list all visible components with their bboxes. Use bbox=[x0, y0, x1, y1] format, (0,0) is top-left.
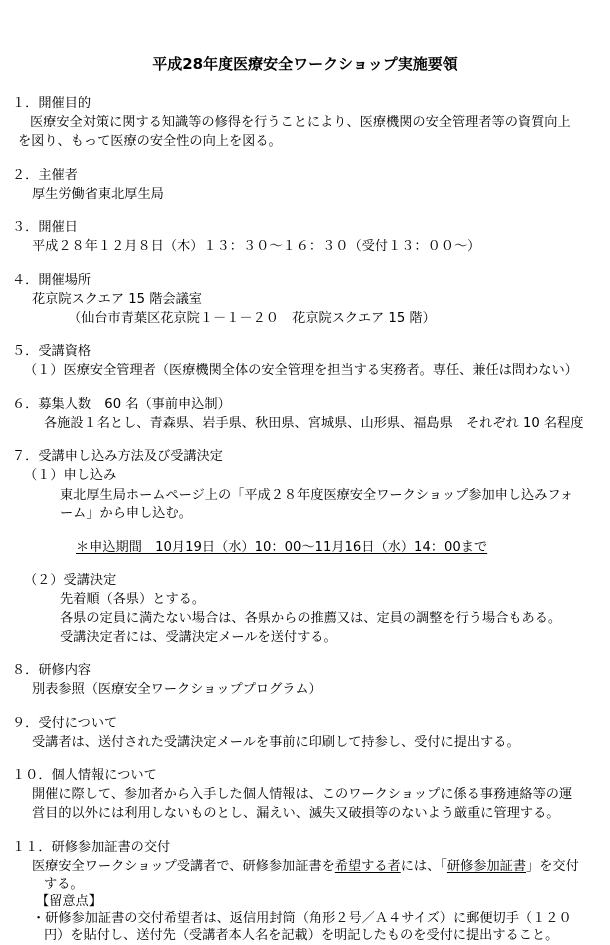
section-5-heading: ５．受講資格 bbox=[12, 344, 92, 359]
section-7-1-body-line-2: ーム」から申し込む。 bbox=[60, 506, 192, 521]
section-10-heading: １０．個人情報について bbox=[12, 768, 157, 783]
section-11-body-line-2: する。 bbox=[44, 877, 84, 892]
section-7-2-body-line-2: 各県の定員に満たない場合は、各県からの推薦又は、定員の調整を行う場合もある。 bbox=[60, 611, 562, 626]
section-2-heading: ２．主催者 bbox=[12, 168, 78, 183]
section-3-heading: ３．開催日 bbox=[12, 220, 78, 235]
section-6-body: 各施設１名とし、青森県、岩手県、秋田県、宮城県、山形県、福島県 それぞれ 10 名程度 bbox=[44, 416, 584, 431]
section-1-body-line-1: 医療安全対策に関する知識等の修得を行うことにより、医療機関の安全管理者等の資質向上 bbox=[30, 115, 571, 130]
section-3-body: 平成２８年１２月８日（木）１３：３０～１６：３０（受付１３：００～） bbox=[32, 239, 481, 254]
section-9-body: 受講者は、送付された受講決定メールを事前に印刷して持参し、受付に提出する。 bbox=[32, 735, 520, 750]
section-11-body-line-1 bbox=[32, 858, 579, 876]
section-7-2-body-line-3: 受講決定者には、受講決定メールを送付する。 bbox=[60, 630, 337, 645]
section-5-body: （１）医療安全管理者（医療機関全体の安全管理を担当する実務者。専任、兼任は問わない） bbox=[24, 363, 578, 378]
section-7-1-body-line-1: 東北厚生局ホームページ上の「平成２８年度医療安全ワークショップ参加申し込みフォ bbox=[60, 488, 574, 503]
section-9-heading: ９．受付について bbox=[12, 716, 118, 731]
section-11-body-part-a: 医療安全ワークショップ受講者で、研修参加証書を bbox=[32, 859, 335, 874]
section-11-body-underline-applicant: 希望する者 bbox=[334, 859, 401, 874]
section-7-heading: ７．受講申し込み方法及び受講決定 bbox=[12, 449, 223, 464]
section-1-body-line-2: を図り、もって医療の安全性の向上を図る。 bbox=[18, 134, 282, 149]
section-4-heading: ４．開催場所 bbox=[12, 273, 92, 288]
section-11-body-part-b: には、「 bbox=[400, 859, 447, 874]
application-period: ＊申込期間 10月19日（水）10：00～11月16日（水）14：00まで bbox=[76, 540, 488, 555]
section-7-2-body-line-1: 先着順（各県）とする。 bbox=[60, 592, 206, 607]
section-10-body-line-2: 営目的以外には利用しないものとし、漏えい、滅失又破損等のないよう厳重に管理する。 bbox=[32, 806, 560, 821]
section-2-body: 厚生労働省東北厚生局 bbox=[32, 187, 164, 202]
section-11-heading: １１．研修参加証書の交付 bbox=[12, 840, 171, 855]
section-7-1-heading: （１）申し込み bbox=[24, 468, 117, 483]
section-11-note-line-2: 円）を貼付し、送付先（受講者本人名を記載）を明記したものを受付に提出すること。 bbox=[44, 928, 559, 943]
section-8-body: 別表参照（医療安全ワークショッププログラム） bbox=[32, 682, 322, 697]
section-11-body-part-c: 」を交付 bbox=[526, 859, 579, 874]
document-title: 平成28年度医療安全ワークショップ実施要領 bbox=[152, 55, 458, 73]
section-4-body-line-2: （仙台市青葉区花京院１－１－２０ 花京院スクエア 15 階） bbox=[68, 311, 436, 326]
section-11-note-line-1: ・研修参加証書の交付希望者は、返信用封筒（角形２号／Ａ４サイズ）に郵便切手（１２０ bbox=[32, 911, 572, 926]
section-7-2-heading: （２）受講決定 bbox=[24, 573, 117, 588]
section-6-heading: ６．募集人数 60 名（事前申込制） bbox=[12, 397, 231, 412]
section-10-body-line-1: 開催に際して、参加者から入手した個人情報は、このワークショップに係る事務連絡等の運 bbox=[32, 787, 573, 802]
section-11-note-heading: 【留意点】 bbox=[36, 894, 102, 909]
section-1-heading: １．開催目的 bbox=[12, 96, 92, 111]
section-4-body-line-1: 花京院スクエア 15 階会議室 bbox=[32, 292, 202, 307]
section-11-body-underline-certificate: 研修参加証書 bbox=[446, 859, 527, 874]
section-8-heading: ８．研修内容 bbox=[12, 663, 92, 678]
